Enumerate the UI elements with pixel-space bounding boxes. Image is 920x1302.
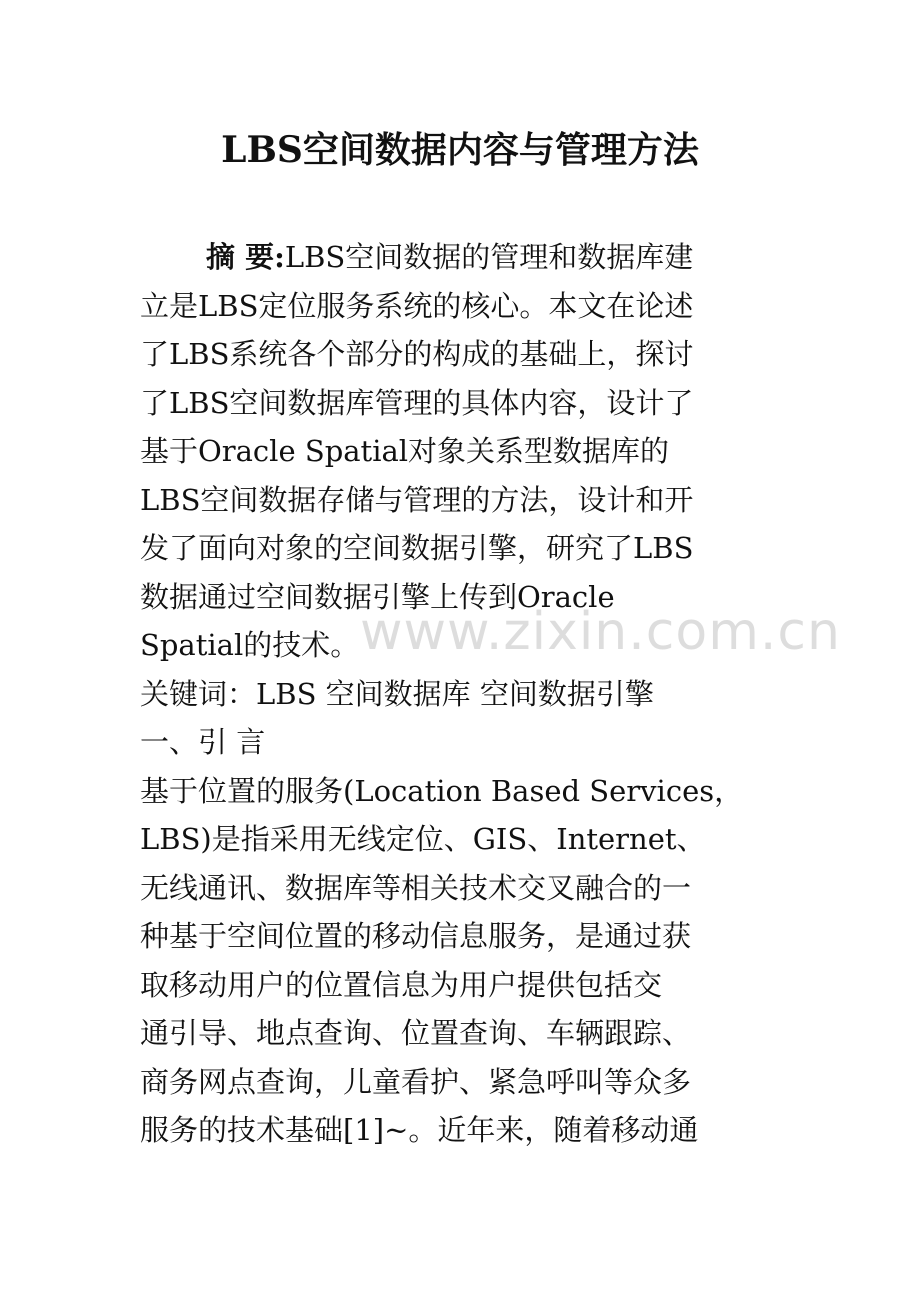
document-body: [140, 233, 820, 1155]
text-line: 商务网点查询，儿童看护、紧急呼叫等众多: [140, 1064, 692, 1099]
text-line: LBS)是指采用无线定位、GIS、Internet、: [140, 822, 706, 856]
abstract-text: LBS空间数据的管理和数据库建: [284, 240, 694, 274]
text-line: 基于Oracle Spatial对象关系型数据库的: [140, 434, 670, 468]
text-line: 种基于空间位置的移动信息服务，是通过获: [140, 919, 692, 953]
abstract-label: 摘 要:: [206, 240, 285, 274]
text-line: 发了面向对象的空间数据引擎，研究了LBS: [140, 531, 694, 565]
text-line: 了LBS系统各个部分的构成的基础上，探讨: [140, 337, 694, 371]
text-line: 数据通过空间数据引擎上传到Oracle: [140, 579, 615, 614]
text-line: 服务的技术基础[1]~。近年来，随着移动通: [140, 1113, 699, 1147]
text-line: Spatial的技术。: [140, 628, 360, 662]
text-line: LBS空间数据存储与管理的方法，设计和开: [140, 482, 694, 517]
abstract-line: [140, 233, 820, 282]
text-line: 基于位置的服务(Location Based Services，: [140, 773, 744, 808]
text-line: 无线通讯、数据库等相关技术交叉融合的一: [140, 870, 692, 905]
document-title: LBS空间数据内容与管理方法: [221, 129, 699, 171]
text-line: 通引导、地点查询、位置查询、车辆跟踪、: [140, 1016, 692, 1050]
text-line: 了LBS空间数据库管理的具体内容，设计了: [140, 385, 694, 420]
watermark: www.zixin.com.cn: [360, 602, 841, 662]
keywords-line: 关键词：LBS 空间数据库 空间数据引擎: [140, 676, 654, 711]
text-line: 取移动用户的位置信息为用户提供包括交: [140, 967, 663, 1002]
section-heading: 一、引 言: [140, 725, 266, 759]
text-line: 立是LBS定位服务系统的核心。本文在论述: [140, 288, 694, 323]
